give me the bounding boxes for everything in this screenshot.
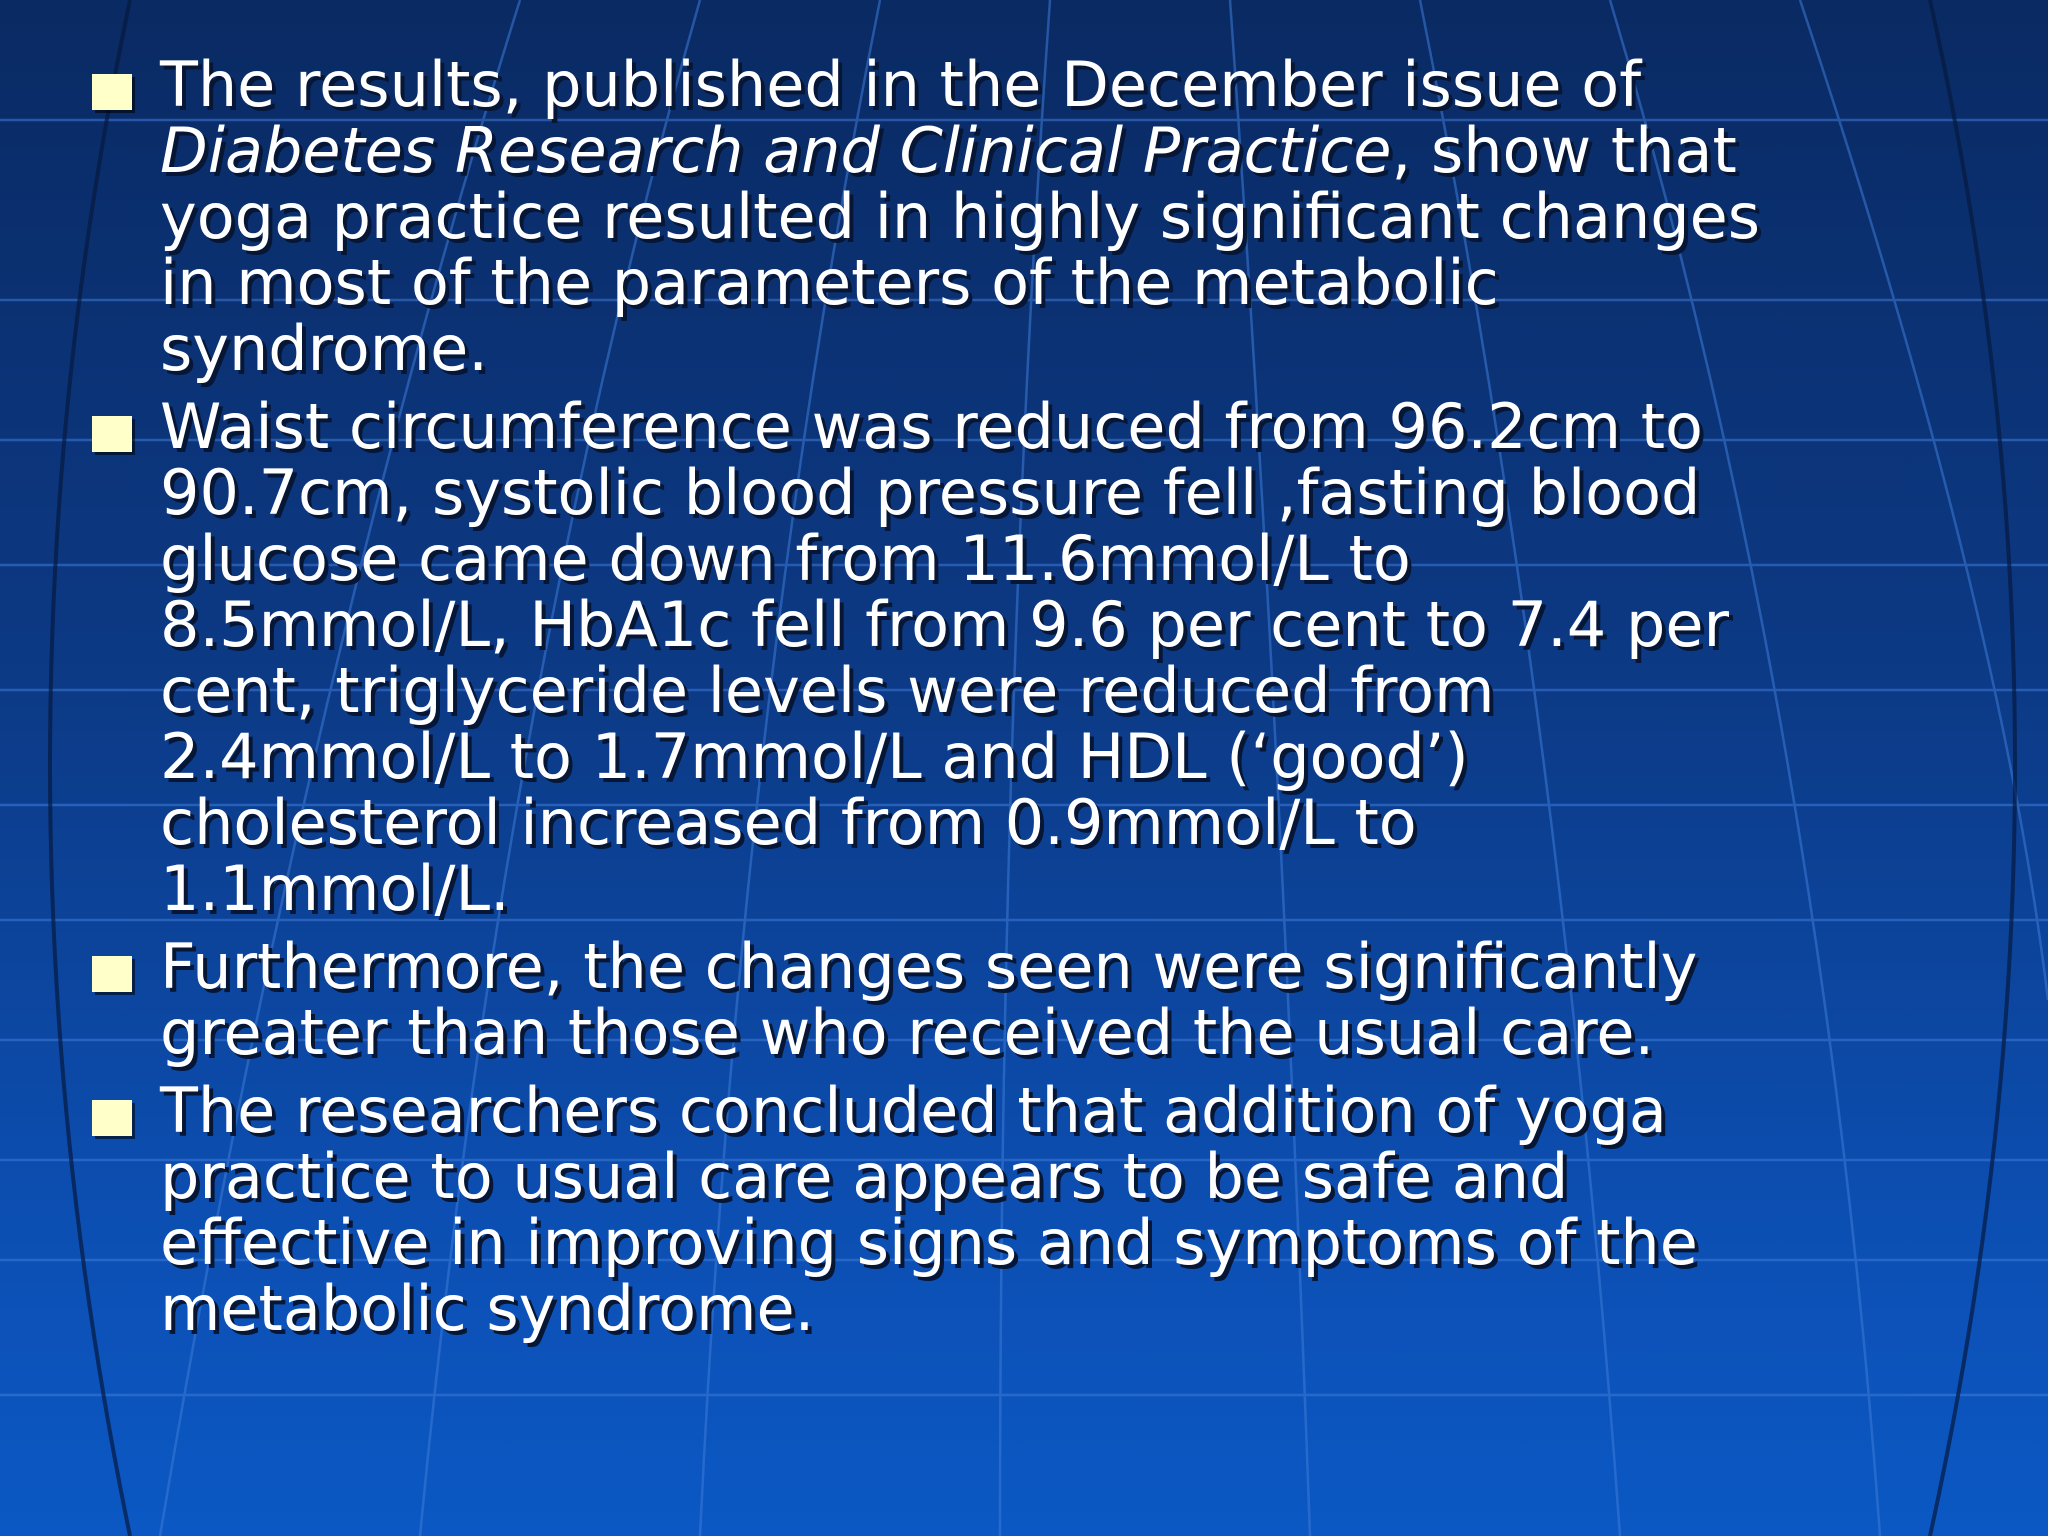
bullet-item — [92, 48, 1992, 385]
bullet-item — [92, 390, 1992, 925]
bullet-item — [92, 930, 1992, 1069]
bullet-text-part: , show that yoga practice resulted in highly significant changes in most of the parameters of the metabolic syndrome. — [160, 114, 1761, 385]
slide-body — [92, 48, 1992, 1492]
bullet-text-part: The results, published in the December issue of — [160, 48, 1642, 121]
square-bullet-icon — [92, 1100, 132, 1136]
bullet-item — [92, 1074, 1992, 1345]
bullet-text: Furthermore, the changes seen were significantly greater than those who received the usual care. — [160, 930, 1698, 1069]
journal-title: Diabetes Research and Clinical Practice — [160, 114, 1392, 187]
square-bullet-icon — [92, 416, 132, 452]
square-bullet-icon — [92, 956, 132, 992]
bullet-text: The researchers concluded that addition of yoga practice to usual care appears to be safe and effective in improving signs and symptoms of the metabolic syndrome. — [160, 1074, 1698, 1345]
bullet-text — [160, 48, 1992, 385]
bullet-text: Waist circumference was reduced from 96.2cm to 90.7cm, systolic blood pressure fell ,fasting blood glucose came down from 11.6mmol/L to 8.5mmol/L, HbA1c fell from 9.6 per cent to 7.4 per cent, triglyceride levels were reduced from 2.4mmol/L to 1.7mmol/L and HDL (‘good’) cholesterol increased from 0.9mmol/L to 1.1mmol/L. — [160, 390, 1729, 925]
square-bullet-icon — [92, 74, 132, 110]
